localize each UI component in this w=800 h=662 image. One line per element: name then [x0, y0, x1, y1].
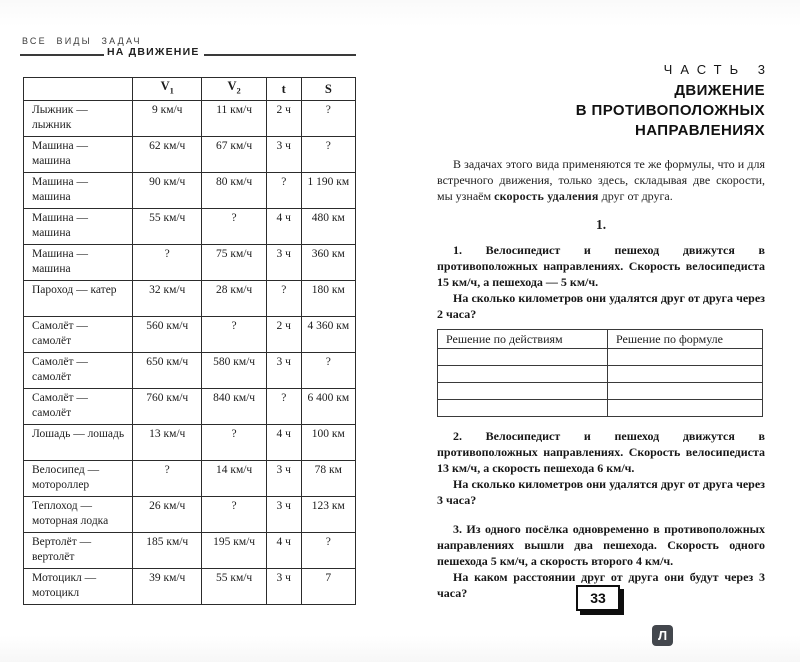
solution-empty-row — [438, 383, 763, 400]
speed-table-cell: 11 км/ч — [202, 101, 267, 137]
speed-table-cell: 360 км — [301, 245, 355, 281]
speed-table-cell: Машина — машина — [24, 245, 133, 281]
speed-table-cell: ? — [301, 353, 355, 389]
speed-table-cell: Лошадь — лошадь — [24, 425, 133, 461]
speed-table-cell: 80 км/ч — [202, 173, 267, 209]
speed-table-row — [24, 353, 356, 389]
speed-table-cell: Вертолёт — вертолёт — [24, 533, 133, 569]
speed-col-header: $V_1$ — [133, 78, 202, 101]
problem-3-question: На каком расстоянии друг от друга они будут через 3 часа? — [437, 570, 765, 600]
speed-table-cell: Теплоход — моторная лодка — [24, 497, 133, 533]
part-heading — [437, 62, 773, 141]
solution-empty-cell — [438, 383, 608, 400]
problem-2-statement: 2. Велосипедист и пешеход движутся в противоположных направлениях. Скорость велосипедиста 13 км/ч, а скорость пешехода 6 км/ч. — [437, 429, 765, 475]
speed-table-cell: 4 ч — [266, 209, 301, 245]
speed-table-cell: 480 км — [301, 209, 355, 245]
series-title: ВСЕ ВИДЫ ЗАДАЧ — [22, 36, 142, 46]
solution-empty-cell — [438, 400, 608, 417]
speed-table-cell: 2 ч — [266, 101, 301, 137]
solution-table-header-row — [438, 330, 763, 349]
speed-table-cell: 840 км/ч — [202, 389, 267, 425]
speed-table-cell: Мотоцикл — мотоцикл — [24, 569, 133, 605]
speed-table-cell: 39 км/ч — [133, 569, 202, 605]
speed-table-cell: 180 км — [301, 281, 355, 317]
speed-table-row — [24, 533, 356, 569]
solution-empty-row — [438, 349, 763, 366]
part-title-line: НАПРАВЛЕНИЯХ — [635, 122, 765, 139]
speed-table-cell: 67 км/ч — [202, 137, 267, 173]
speed-table-cell: 760 км/ч — [133, 389, 202, 425]
speed-table-cell: ? — [202, 209, 267, 245]
speed-table-row — [24, 209, 356, 245]
solution-empty-cell — [608, 349, 763, 366]
speed-table-row — [24, 245, 356, 281]
speed-table-cell: 55 км/ч — [202, 569, 267, 605]
speed-table-cell: 123 км — [301, 497, 355, 533]
solution-table-body — [438, 349, 763, 417]
speed-table-cell: 4 ч — [266, 425, 301, 461]
speed-table-cell: 32 км/ч — [133, 281, 202, 317]
speed-table-cell: 560 км/ч — [133, 317, 202, 353]
header-rule-right — [204, 54, 356, 56]
speed-table-header-row — [24, 78, 356, 101]
speed-col-header-empty — [24, 78, 133, 101]
speed-table-cell: 28 км/ч — [202, 281, 267, 317]
speed-table-cell: 90 км/ч — [133, 173, 202, 209]
speed-table-cell: ? — [202, 317, 267, 353]
solution-empty-cell — [438, 366, 608, 383]
speed-table-cell: 3 ч — [266, 137, 301, 173]
solution-table — [437, 329, 763, 417]
running-head-rule-row — [20, 46, 356, 58]
solution-table-head — [438, 330, 763, 349]
speed-table-cell: 7 — [301, 569, 355, 605]
speed-table-cell: Самолёт — самолёт — [24, 317, 133, 353]
speed-table-cell: 3 ч — [266, 497, 301, 533]
right-page — [437, 62, 773, 601]
book-title: НА ДВИЖЕНИЕ — [107, 46, 200, 58]
left-page — [20, 36, 356, 599]
speed-table-cell: 3 ч — [266, 245, 301, 281]
speed-table-row — [24, 137, 356, 173]
speed-table-cell: 4 ч — [266, 533, 301, 569]
speed-table-cell: 3 ч — [266, 569, 301, 605]
part-label: ЧАСТЬ 3 — [663, 62, 773, 77]
speed-table-cell: 75 км/ч — [202, 245, 267, 281]
speed-table-cell: Машина — машина — [24, 137, 133, 173]
speed-table-cell: ? — [266, 173, 301, 209]
speed-table-cell: 6 400 км — [301, 389, 355, 425]
speed-table-row — [24, 569, 356, 605]
problem-2 — [437, 428, 765, 508]
speed-table-row — [24, 173, 356, 209]
speed-table-cell: 2 ч — [266, 317, 301, 353]
speed-table — [23, 77, 356, 605]
speed-table-row — [24, 317, 356, 353]
solution-col-header: Решение по формуле — [608, 330, 763, 349]
solution-empty-cell — [608, 400, 763, 417]
speed-col-header: $V_2$ — [202, 78, 267, 101]
solution-empty-cell — [608, 366, 763, 383]
speed-table-cell: ? — [202, 425, 267, 461]
speed-table-row — [24, 101, 356, 137]
speed-table-cell: ? — [301, 101, 355, 137]
speed-table-cell: 55 км/ч — [133, 209, 202, 245]
problem-2-question: На сколько километров они удалятся друг от друга через 3 часа? — [437, 477, 765, 507]
speed-table-cell: 62 км/ч — [133, 137, 202, 173]
problem-1-question: На сколько километров они удалятся друг от друга через 2 часа? — [437, 291, 765, 321]
intro-text-before: В задачах этого вида применяются те же формулы, что и для встречного движения, только здесь, складывая две скорости, мы узнаём — [437, 157, 765, 203]
speed-table-cell: 9 км/ч — [133, 101, 202, 137]
section-number: 1. — [595, 217, 607, 232]
speed-table-cell: ? — [133, 461, 202, 497]
problem-1-statement: 1. Велосипедист и пешеход движутся в противоположных направлениях. Скорость велосипедиста 15 км/ч, а пешехода — 5 км/ч. — [437, 243, 765, 289]
speed-table-cell: Велосипед — мотороллер — [24, 461, 133, 497]
running-head — [20, 36, 356, 58]
solution-empty-row — [438, 400, 763, 417]
part-title — [437, 81, 765, 141]
part-title-line: ДВИЖЕНИЕ — [674, 82, 765, 99]
speed-table-cell: 3 ч — [266, 353, 301, 389]
speed-table-cell: Машина — машина — [24, 209, 133, 245]
page-number-box — [576, 585, 620, 611]
speed-table-row — [24, 425, 356, 461]
problem-3-statement: 3. Из одного посёлка одновременно в противоположных направлениях вышли два пешехода. Скорость одного пешехода 5 км/ч, а скорость второго 4 км/ч. — [437, 522, 765, 568]
speed-table-row — [24, 497, 356, 533]
solution-empty-cell — [438, 349, 608, 366]
speed-table-cell: 26 км/ч — [133, 497, 202, 533]
page-number: 33 — [590, 590, 606, 606]
speed-table-cell: Машина — машина — [24, 173, 133, 209]
speed-table-cell: 1 190 км — [301, 173, 355, 209]
solution-col-header: Решение по действиям — [438, 330, 608, 349]
speed-table-cell: Самолёт — самолёт — [24, 389, 133, 425]
intro-paragraph — [437, 156, 765, 204]
speed-table-cell: ? — [301, 533, 355, 569]
speed-table-cell: Лыжник — лыжник — [24, 101, 133, 137]
speed-table-cell: 100 км — [301, 425, 355, 461]
labirint-logo-icon: Л — [652, 625, 673, 646]
speed-table-cell: 185 км/ч — [133, 533, 202, 569]
intro-text-bold: скорость удаления — [494, 189, 599, 203]
speed-table-cell: Пароход — катер — [24, 281, 133, 317]
speed-table-cell: 3 ч — [266, 461, 301, 497]
speed-table-head — [24, 78, 356, 101]
speed-table-cell: Самолёт — самолёт — [24, 353, 133, 389]
speed-table-row — [24, 461, 356, 497]
intro-text-after: друг от друга. — [598, 189, 673, 203]
speed-table-cell: 78 км — [301, 461, 355, 497]
problem-1 — [437, 242, 765, 322]
speed-table-body — [24, 101, 356, 605]
speed-table-cell: 13 км/ч — [133, 425, 202, 461]
speed-table-cell: 650 км/ч — [133, 353, 202, 389]
speed-table-row — [24, 281, 356, 317]
speed-table-cell: ? — [301, 137, 355, 173]
speed-table-cell: ? — [266, 389, 301, 425]
solution-empty-cell — [608, 383, 763, 400]
header-rule-left — [20, 54, 104, 56]
speed-table-cell: 195 км/ч — [202, 533, 267, 569]
speed-table-cell: 4 360 км — [301, 317, 355, 353]
speed-table-row — [24, 389, 356, 425]
speed-col-header: S — [301, 78, 355, 101]
part-title-line: В ПРОТИВОПОЛОЖНЫХ — [575, 102, 765, 119]
speed-table-cell: ? — [202, 497, 267, 533]
speed-table-cell: 580 км/ч — [202, 353, 267, 389]
solution-empty-row — [438, 366, 763, 383]
speed-col-header: t — [266, 78, 301, 101]
speed-table-cell: 14 км/ч — [202, 461, 267, 497]
speed-table-cell: ? — [133, 245, 202, 281]
speed-table-cell: ? — [266, 281, 301, 317]
